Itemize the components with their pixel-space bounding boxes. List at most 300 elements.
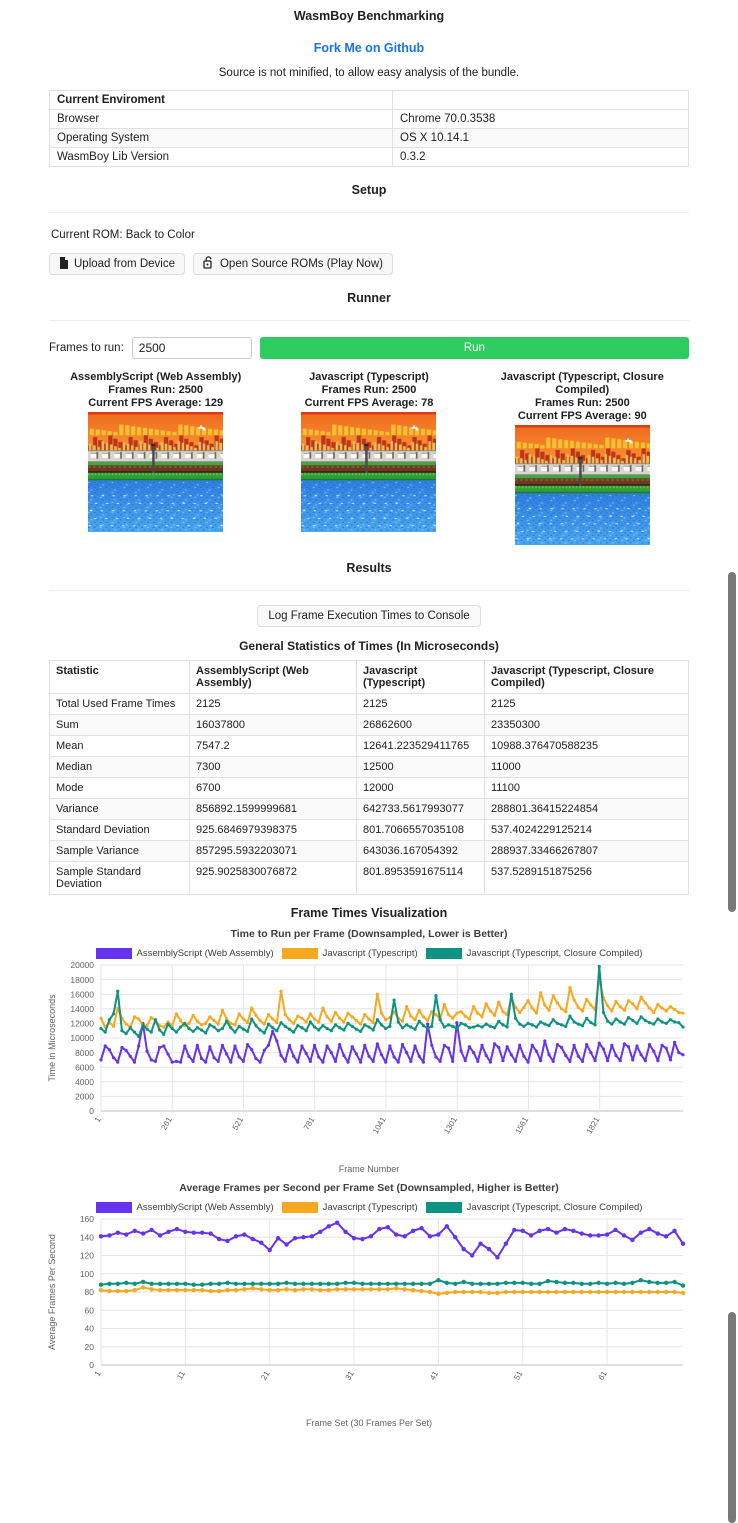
legend-swatch bbox=[426, 948, 462, 959]
chart-data-point bbox=[305, 1020, 308, 1023]
chart-data-point bbox=[384, 1060, 387, 1063]
x-tick-label: 1 bbox=[92, 1115, 103, 1124]
chart-data-point bbox=[386, 1225, 390, 1229]
chart-data-point bbox=[443, 1025, 446, 1028]
chart-data-point bbox=[112, 1025, 115, 1028]
chart-data-point bbox=[428, 1282, 432, 1286]
chart-data-point bbox=[640, 1015, 643, 1018]
chart-data-point bbox=[284, 1287, 288, 1291]
chart-data-point bbox=[573, 1020, 576, 1023]
stats-row-label: Variance bbox=[50, 799, 190, 820]
open-source-roms-label: Open Source ROMs (Play Now) bbox=[219, 258, 383, 270]
chart-data-point bbox=[192, 1288, 196, 1292]
chart-data-point bbox=[335, 1282, 339, 1286]
chart-data-point bbox=[580, 1282, 584, 1286]
emulator-panels bbox=[49, 371, 689, 545]
chart-data-point bbox=[581, 1009, 584, 1012]
chart-data-point bbox=[104, 1031, 107, 1034]
chart-data-point bbox=[623, 1009, 626, 1012]
chart-data-point bbox=[447, 1013, 450, 1016]
chart-data-point bbox=[99, 1017, 102, 1020]
chart-data-point bbox=[672, 1280, 676, 1284]
statistics-table bbox=[49, 660, 689, 895]
chart-data-point bbox=[623, 1023, 626, 1026]
chart-data-point bbox=[436, 1278, 440, 1282]
chart-data-point bbox=[141, 1285, 145, 1289]
chart-data-point bbox=[166, 1230, 170, 1234]
chart-data-point bbox=[141, 1280, 145, 1284]
y-tick-label: 0 bbox=[89, 1106, 94, 1117]
chart-data-point bbox=[487, 1247, 491, 1251]
y-tick-label: 20 bbox=[84, 1341, 94, 1352]
chart-data-point bbox=[563, 1281, 567, 1285]
chart-data-point bbox=[413, 1044, 416, 1047]
chart-data-point bbox=[504, 1241, 508, 1245]
emulator-panel bbox=[49, 371, 262, 545]
chart-data-point bbox=[665, 1022, 668, 1025]
chart-data-point bbox=[326, 1015, 329, 1018]
chart-data-point bbox=[476, 1060, 479, 1063]
x-tick-label: 41 bbox=[427, 1369, 441, 1382]
stats-row-label: Sample Variance bbox=[50, 841, 190, 862]
chart-data-point bbox=[154, 1060, 157, 1063]
chart-data-point bbox=[296, 1024, 299, 1027]
chart-data-point bbox=[309, 1012, 312, 1015]
chart-data-point bbox=[338, 1017, 341, 1020]
chart-data-point bbox=[208, 1015, 211, 1018]
chart-data-point bbox=[343, 1287, 347, 1291]
chart-data-point bbox=[133, 1288, 137, 1292]
chart-data-point bbox=[326, 1027, 329, 1030]
table-row bbox=[50, 757, 689, 778]
chart-data-point bbox=[225, 1288, 229, 1292]
emulator-screen[interactable] bbox=[88, 412, 223, 532]
chart-data-point bbox=[585, 998, 588, 1001]
chart-data-point bbox=[485, 1023, 488, 1026]
chart-data-point bbox=[480, 1015, 483, 1018]
chart-data-point bbox=[428, 1234, 432, 1238]
chart-data-point bbox=[250, 1048, 253, 1051]
chart-data-point bbox=[453, 1290, 457, 1294]
chart-data-point bbox=[504, 1281, 508, 1285]
chart-data-point bbox=[627, 1016, 630, 1019]
x-tick-label: 11 bbox=[175, 1369, 188, 1382]
emulator-screen[interactable] bbox=[515, 425, 650, 545]
chart-data-point bbox=[512, 1290, 516, 1294]
chart-data-point bbox=[577, 1006, 580, 1009]
y-tick-label: 12000 bbox=[70, 1018, 94, 1029]
env-key: Operating System bbox=[50, 129, 393, 148]
chart-data-point bbox=[335, 1287, 339, 1291]
chart-data-point bbox=[560, 1007, 563, 1010]
legend-item[interactable] bbox=[282, 948, 418, 959]
chart-data-point bbox=[434, 1013, 437, 1016]
chart-data-point bbox=[149, 1228, 153, 1232]
chart-data-point bbox=[673, 1020, 676, 1023]
emulator-fps: Current FPS Average: 129 bbox=[88, 397, 224, 409]
stats-column-header: Javascript (Typescript) bbox=[357, 661, 485, 694]
chart-data-point bbox=[238, 1012, 241, 1015]
chart-data-point bbox=[212, 1025, 215, 1028]
chart-data-point bbox=[434, 994, 437, 997]
chart-data-point bbox=[149, 1282, 153, 1286]
chart-data-point bbox=[451, 1060, 454, 1063]
chart-data-point bbox=[589, 1021, 592, 1024]
chart-data-point bbox=[158, 1233, 162, 1237]
source-note: Source is not minified, to allow easy analysis of the bundle. bbox=[218, 67, 520, 79]
chart-data-point bbox=[305, 1052, 308, 1055]
chart-data-point bbox=[313, 1044, 316, 1047]
chart-data-point bbox=[606, 1020, 609, 1023]
chart-data-point bbox=[619, 1020, 622, 1023]
stats-cell: 7300 bbox=[190, 757, 357, 778]
chart-data-point bbox=[271, 1030, 274, 1033]
divider bbox=[49, 212, 689, 213]
chart-data-point bbox=[631, 1019, 634, 1022]
chart-data-point bbox=[129, 1055, 132, 1058]
stats-cell: 7547.2 bbox=[190, 736, 357, 757]
chart-data-point bbox=[141, 1023, 144, 1026]
stats-cell: 12000 bbox=[357, 778, 485, 799]
chart-data-point bbox=[480, 1044, 483, 1047]
chart-data-point bbox=[162, 1044, 165, 1047]
chart-data-point bbox=[175, 1031, 178, 1034]
chart-data-point bbox=[409, 1060, 412, 1063]
env-header-label: Current Enviroment bbox=[50, 91, 393, 110]
chart-data-point bbox=[141, 1231, 145, 1235]
chart-data-point bbox=[453, 1282, 457, 1286]
chart-data-point bbox=[455, 1021, 458, 1024]
emulator-name: AssemblyScript (Web Assembly) bbox=[70, 371, 242, 383]
chart-data-point bbox=[598, 965, 601, 968]
chart-data-point bbox=[162, 1033, 165, 1036]
chart-data-point bbox=[461, 1247, 465, 1251]
chart-data-point bbox=[99, 1234, 103, 1238]
chart-data-point bbox=[418, 1020, 421, 1023]
chart-data-point bbox=[405, 1005, 408, 1008]
fps-chart bbox=[39, 1182, 699, 1428]
chart-data-point bbox=[472, 1025, 475, 1028]
chart-data-point bbox=[573, 998, 576, 1001]
legend-item[interactable] bbox=[282, 1202, 418, 1213]
chart-data-point bbox=[212, 1056, 215, 1059]
emulator-panel bbox=[262, 371, 475, 545]
chart-data-point bbox=[543, 1004, 546, 1007]
chart-data-point bbox=[497, 1020, 500, 1023]
legend-item[interactable] bbox=[426, 948, 643, 959]
run-button[interactable]: Run bbox=[260, 337, 689, 359]
chart-data-point bbox=[596, 1290, 600, 1294]
chart-data-point bbox=[613, 1228, 617, 1232]
chart-data-point bbox=[529, 1290, 533, 1294]
legend-item[interactable] bbox=[96, 1202, 274, 1213]
chart-data-point bbox=[573, 1044, 576, 1047]
stats-column-header: AssemblyScript (Web Assembly) bbox=[190, 661, 357, 694]
chart-data-point bbox=[125, 1049, 128, 1052]
chart-data-point bbox=[480, 1025, 483, 1028]
divider bbox=[49, 320, 689, 321]
emulator-screen[interactable] bbox=[301, 412, 436, 532]
chart-data-point bbox=[478, 1290, 482, 1294]
emulator-panel bbox=[476, 371, 689, 545]
chart-data-point bbox=[554, 1280, 558, 1284]
chart-data-point bbox=[630, 1238, 634, 1242]
chart-data-point bbox=[394, 1282, 398, 1286]
chart-data-point bbox=[485, 1002, 488, 1005]
y-axis-label: Time in Microseconds bbox=[47, 994, 57, 1082]
chart-data-point bbox=[376, 993, 379, 996]
chart-data-point bbox=[652, 1050, 655, 1053]
chart-data-point bbox=[116, 1282, 120, 1286]
chart-1-title: Average Frames per Second per Frame Set (Downsampled, Higher is Better) bbox=[179, 1182, 559, 1194]
chart-data-point bbox=[300, 1044, 303, 1047]
chart-data-point bbox=[124, 1289, 128, 1293]
chart-data-point bbox=[664, 1281, 668, 1285]
chart-data-point bbox=[225, 1052, 228, 1055]
chart-data-point bbox=[309, 1020, 312, 1023]
chart-data-point bbox=[539, 1059, 542, 1062]
chart-data-point bbox=[506, 1025, 509, 1028]
open-source-roms-button[interactable] bbox=[193, 253, 393, 275]
chart-data-point bbox=[217, 1023, 220, 1026]
chart-data-point bbox=[284, 1060, 287, 1063]
chart-data-point bbox=[526, 1060, 529, 1063]
stats-cell: 537.5289151875256 bbox=[485, 862, 689, 895]
chart-data-point bbox=[234, 1282, 238, 1286]
chart-data-point bbox=[470, 1282, 474, 1286]
chart-data-point bbox=[552, 1018, 555, 1021]
stats-cell: 16037800 bbox=[190, 715, 357, 736]
chart-data-point bbox=[656, 1059, 659, 1062]
legend-label: Javascript (Typescript) bbox=[322, 948, 418, 959]
x-tick-label: 1821 bbox=[584, 1115, 602, 1136]
chart-data-point bbox=[352, 1236, 356, 1240]
chart-data-point bbox=[568, 1015, 571, 1018]
chart-data-point bbox=[321, 1024, 324, 1027]
stats-cell: 857295.5932203071 bbox=[190, 841, 357, 862]
env-value: OS X 10.14.1 bbox=[393, 129, 689, 148]
chart-data-point bbox=[610, 1044, 613, 1047]
x-tick-label: 21 bbox=[259, 1369, 272, 1382]
chart-data-point bbox=[321, 1060, 324, 1063]
y-tick-label: 140 bbox=[79, 1232, 94, 1243]
chart-data-point bbox=[116, 990, 119, 993]
chart-data-point bbox=[495, 1282, 499, 1286]
chart-data-point bbox=[529, 1282, 533, 1286]
chart-data-point bbox=[192, 1014, 195, 1017]
chart-data-point bbox=[681, 1053, 684, 1056]
chart-data-point bbox=[673, 1008, 676, 1011]
log-frame-times-button[interactable]: Log Frame Execution Times to Console bbox=[257, 605, 480, 627]
chart-data-point bbox=[204, 1060, 207, 1063]
chart-data-point bbox=[554, 1290, 558, 1294]
chart-data-point bbox=[405, 1023, 408, 1026]
chart-data-point bbox=[120, 1046, 123, 1049]
chart-data-point bbox=[377, 1282, 381, 1286]
chart-data-point bbox=[478, 1282, 482, 1286]
table-row bbox=[50, 778, 689, 799]
chart-data-point bbox=[355, 1052, 358, 1055]
legend-item[interactable] bbox=[426, 1202, 643, 1213]
chart-data-point bbox=[217, 1060, 220, 1063]
chart-data-point bbox=[459, 1022, 462, 1025]
chart-data-point bbox=[522, 1006, 525, 1009]
runner-heading: Runner bbox=[347, 291, 391, 305]
chart-data-point bbox=[317, 1055, 320, 1058]
chart-data-point bbox=[443, 1003, 446, 1006]
environment-table bbox=[49, 90, 689, 167]
chart-data-point bbox=[133, 1015, 136, 1018]
chart-data-point bbox=[672, 1290, 676, 1294]
current-rom-label: Current ROM: Back to Color bbox=[51, 229, 195, 241]
chart-data-point bbox=[288, 1028, 291, 1031]
y-tick-label: 18000 bbox=[70, 974, 94, 985]
chart-data-point bbox=[267, 1023, 270, 1026]
chart-data-point bbox=[605, 1282, 609, 1286]
chart-data-point bbox=[630, 1290, 634, 1294]
chart-data-point bbox=[251, 1237, 255, 1241]
frames-to-run-input[interactable] bbox=[132, 337, 252, 359]
chart-data-point bbox=[233, 1031, 236, 1034]
chart-data-point bbox=[622, 1233, 626, 1237]
y-tick-label: 14000 bbox=[70, 1004, 94, 1014]
chart-data-point bbox=[166, 1288, 170, 1292]
chart-data-point bbox=[535, 1050, 538, 1053]
chart-data-point bbox=[581, 1060, 584, 1063]
chart-data-point bbox=[571, 1281, 575, 1285]
chart-data-point bbox=[363, 1044, 366, 1047]
chart-data-point bbox=[521, 1281, 525, 1285]
chart-data-point bbox=[388, 1044, 391, 1047]
chart-data-point bbox=[263, 1049, 266, 1052]
chart-data-point bbox=[673, 1041, 676, 1044]
chart-data-point bbox=[259, 1028, 262, 1031]
chart-data-point bbox=[459, 1050, 462, 1053]
page-scrollbar-thumb[interactable] bbox=[728, 572, 736, 912]
chart-data-point bbox=[602, 1011, 605, 1014]
chart-data-point bbox=[327, 1288, 331, 1292]
chart-data-point bbox=[372, 1060, 375, 1063]
chart-data-point bbox=[648, 1006, 651, 1009]
legend-item[interactable] bbox=[96, 948, 274, 959]
chart-data-point bbox=[120, 1029, 123, 1032]
chart-data-point bbox=[267, 1288, 271, 1292]
chart-data-point bbox=[655, 1281, 659, 1285]
chart-data-point bbox=[468, 1017, 471, 1020]
chart-data-point bbox=[640, 996, 643, 999]
chart-data-point bbox=[631, 1058, 634, 1061]
chart-data-point bbox=[342, 1020, 345, 1023]
chart-data-point bbox=[158, 1046, 161, 1049]
chart-data-point bbox=[426, 1023, 429, 1026]
table-row bbox=[50, 736, 689, 757]
chart-data-point bbox=[681, 1283, 685, 1287]
chart-data-point bbox=[380, 1023, 383, 1026]
chart-data-point bbox=[267, 1282, 271, 1286]
chart-data-point bbox=[514, 1060, 517, 1063]
upload-from-device-button[interactable] bbox=[49, 253, 185, 275]
chart-data-point bbox=[133, 1282, 137, 1286]
stats-cell: 925.9025830076872 bbox=[190, 862, 357, 895]
chart-data-point bbox=[196, 1026, 199, 1029]
chart-data-point bbox=[409, 1015, 412, 1018]
stats-cell: 642733.5617993077 bbox=[357, 799, 485, 820]
chart-data-point bbox=[510, 1053, 513, 1056]
chart-data-point bbox=[677, 1051, 680, 1054]
chart-data-point bbox=[546, 1227, 550, 1231]
chart-data-point bbox=[419, 1289, 423, 1293]
chart-data-point bbox=[99, 1058, 102, 1061]
chart-data-point bbox=[217, 1029, 220, 1032]
chart-data-point bbox=[212, 1019, 215, 1022]
stats-cell: 12500 bbox=[357, 757, 485, 778]
chart-data-point bbox=[251, 1282, 255, 1286]
chart-data-point bbox=[124, 1281, 128, 1285]
chart-data-point bbox=[672, 1229, 676, 1233]
chart-data-point bbox=[351, 1025, 354, 1028]
fork-me-on-github-link[interactable]: Fork Me on Github bbox=[313, 41, 425, 55]
emulator-frames-run: Frames Run: 2500 bbox=[321, 384, 417, 396]
chart-data-point bbox=[547, 1024, 550, 1027]
chart-data-point bbox=[250, 1006, 253, 1009]
chart-data-point bbox=[495, 1291, 499, 1295]
chart-data-point bbox=[596, 1281, 600, 1285]
chart-data-point bbox=[619, 1005, 622, 1008]
fork-link-wrapper bbox=[20, 41, 718, 55]
chart-data-point bbox=[259, 1019, 262, 1022]
chart-data-point bbox=[623, 1042, 626, 1045]
chart-data-point bbox=[639, 1278, 643, 1282]
chart-data-point bbox=[397, 1060, 400, 1063]
chart-data-point bbox=[439, 1060, 442, 1063]
chart-data-point bbox=[537, 1290, 541, 1294]
chart-data-point bbox=[552, 994, 555, 997]
chart-data-point bbox=[585, 1043, 588, 1046]
y-tick-label: 160 bbox=[79, 1214, 94, 1225]
stats-cell: 12641.223529411765 bbox=[357, 736, 485, 757]
chart-data-point bbox=[229, 1060, 232, 1063]
secondary-scrollbar-thumb[interactable] bbox=[728, 1312, 736, 1523]
chart-data-point bbox=[605, 1232, 609, 1236]
chart-data-point bbox=[468, 1045, 471, 1048]
legend-swatch bbox=[96, 1202, 132, 1213]
chart-data-point bbox=[571, 1229, 575, 1233]
chart-data-point bbox=[318, 1282, 322, 1286]
chart-data-point bbox=[334, 1060, 337, 1063]
chart-data-point bbox=[635, 1044, 638, 1047]
chart-data-point bbox=[352, 1281, 356, 1285]
emulator-frames-run: Frames Run: 2500 bbox=[534, 397, 630, 409]
chart-data-point bbox=[179, 1025, 182, 1028]
chart-data-point bbox=[543, 1023, 546, 1026]
chart-1-legend bbox=[39, 1202, 699, 1213]
chart-data-point bbox=[556, 1043, 559, 1046]
chart-data-point bbox=[571, 1290, 575, 1294]
chart-data-point bbox=[327, 1282, 331, 1286]
chart-data-point bbox=[296, 1015, 299, 1018]
chart-data-point bbox=[648, 1021, 651, 1024]
stats-cell: 643036.167054392 bbox=[357, 841, 485, 862]
y-tick-label: 100 bbox=[79, 1268, 94, 1279]
chart-data-point bbox=[660, 1006, 663, 1009]
chart-data-point bbox=[360, 1287, 364, 1291]
chart-series-line bbox=[101, 1223, 683, 1258]
chart-data-point bbox=[476, 1024, 479, 1027]
chart-data-point bbox=[478, 1241, 482, 1245]
chart-data-point bbox=[175, 1227, 179, 1231]
chart-data-point bbox=[313, 1025, 316, 1028]
chart-data-point bbox=[660, 1044, 663, 1047]
